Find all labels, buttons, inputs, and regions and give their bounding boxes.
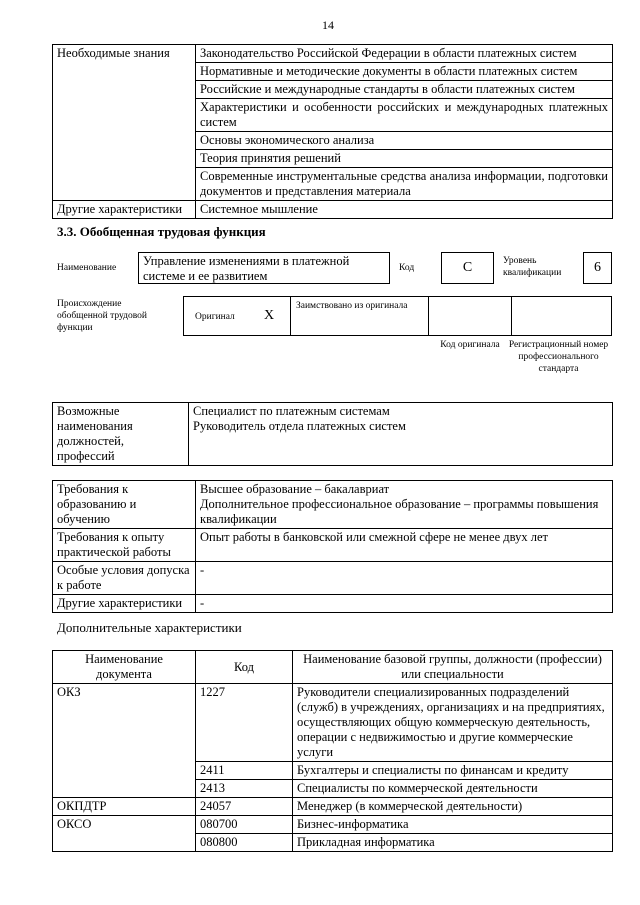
gtf-code-value: C <box>441 252 494 284</box>
knowledge-label: Необходимые знания <box>53 45 196 201</box>
doc-cell: ОКЗ <box>53 684 196 798</box>
header-code: Код <box>196 651 293 684</box>
name-cell: Бизнес-информатика <box>293 816 613 834</box>
requirement-label: Требования к опыту практической работы <box>53 529 196 562</box>
borrowed-label: Заимствовано из оригинала <box>290 296 429 336</box>
requirement-value: - <box>196 595 613 613</box>
header-name: Наименование базовой группы, должности (профессии) или специальности <box>293 651 613 684</box>
reg-number-box <box>511 296 612 336</box>
requirement-values <box>196 481 613 529</box>
position-item: Специалист по платежным системам <box>193 404 390 418</box>
code-original-box <box>428 296 512 336</box>
positions-table <box>52 402 613 466</box>
doc-cell: ОКСО <box>53 816 196 852</box>
code-cell: 2413 <box>196 780 293 798</box>
name-cell: Руководители специализированных подразделений (служб) в учреждениях, организациях и на предприятиях, осуществляющих общую коммерческую деятельность, операции с недвижимостью и другие коммерческие услуги <box>293 684 613 762</box>
requirement-value: Дополнительное профессиональное образование – программы повышения квалификации <box>200 497 599 526</box>
requirement-value: Высшее образование – бакалавриат <box>200 482 390 496</box>
knowledge-item: Характеристики и особенности российских и международных платежных систем <box>196 99 613 132</box>
requirements-table <box>52 480 613 613</box>
requirement-value: - <box>196 562 613 595</box>
other-characteristics-value: Системное мышление <box>196 201 613 219</box>
gtf-level-value: 6 <box>583 252 612 284</box>
knowledge-item: Законодательство Российской Федерации в области платежных систем <box>196 45 613 63</box>
code-original-caption: Код оригинала <box>440 340 500 350</box>
original-cell <box>183 296 291 336</box>
knowledge-item: Современные инструментальные средства анализа информации, подготовки документов и представления материала <box>196 168 613 201</box>
knowledge-item: Основы экономического анализа <box>196 132 613 150</box>
section-heading: 3.3. Обобщенная трудовая функция <box>57 224 266 239</box>
knowledge-item: Теория принятия решений <box>196 150 613 168</box>
name-cell: Специалисты по коммерческой деятельности <box>293 780 613 798</box>
header-document: Наименование документа <box>53 651 196 684</box>
code-cell: 1227 <box>196 684 293 762</box>
additional-table <box>52 650 613 852</box>
positions-values <box>189 403 613 466</box>
other-characteristics-label: Другие характеристики <box>53 201 196 219</box>
code-cell: 080800 <box>196 834 293 852</box>
gtf-name-label: Наименование <box>57 263 117 273</box>
original-label: Оригинал <box>195 312 235 322</box>
knowledge-item: Нормативные и методические документы в области платежных систем <box>196 63 613 81</box>
doc-cell: ОКПДТР <box>53 798 196 816</box>
name-cell: Прикладная информатика <box>293 834 613 852</box>
reg-number-caption: Регистрационный номер профессионального стандарта <box>508 340 609 374</box>
requirement-value: Опыт работы в банковской или смежной сфере не менее двух лет <box>196 529 613 562</box>
code-cell: 080700 <box>196 816 293 834</box>
knowledge-item: Российские и международные стандарты в области платежных систем <box>196 81 613 99</box>
name-cell: Менеджер (в коммерческой деятельности) <box>293 798 613 816</box>
origin-label: Происхождение обобщенной трудовой функции <box>57 299 147 333</box>
code-cell: 2411 <box>196 762 293 780</box>
position-item: Руководитель отдела платежных систем <box>193 419 406 433</box>
knowledge-table <box>52 44 613 219</box>
gtf-code-label: Код <box>399 263 415 273</box>
gtf-name-value: Управление изменениями в платежной системе и ее развитием <box>138 252 390 284</box>
additional-title: Дополнительные характеристики <box>57 620 242 635</box>
original-mark: X <box>264 308 275 323</box>
requirement-label: Требования к образованию и обучению <box>53 481 196 529</box>
positions-label: Возможные наименования должностей, профессий <box>53 403 189 466</box>
code-cell: 24057 <box>196 798 293 816</box>
gtf-level-label: Уровень квалификации <box>503 256 562 278</box>
name-cell: Бухгалтеры и специалисты по финансам и кредиту <box>293 762 613 780</box>
requirement-label: Особые условия допуска к работе <box>53 562 196 595</box>
page-number: 14 <box>322 18 334 32</box>
requirement-label: Другие характеристики <box>53 595 196 613</box>
